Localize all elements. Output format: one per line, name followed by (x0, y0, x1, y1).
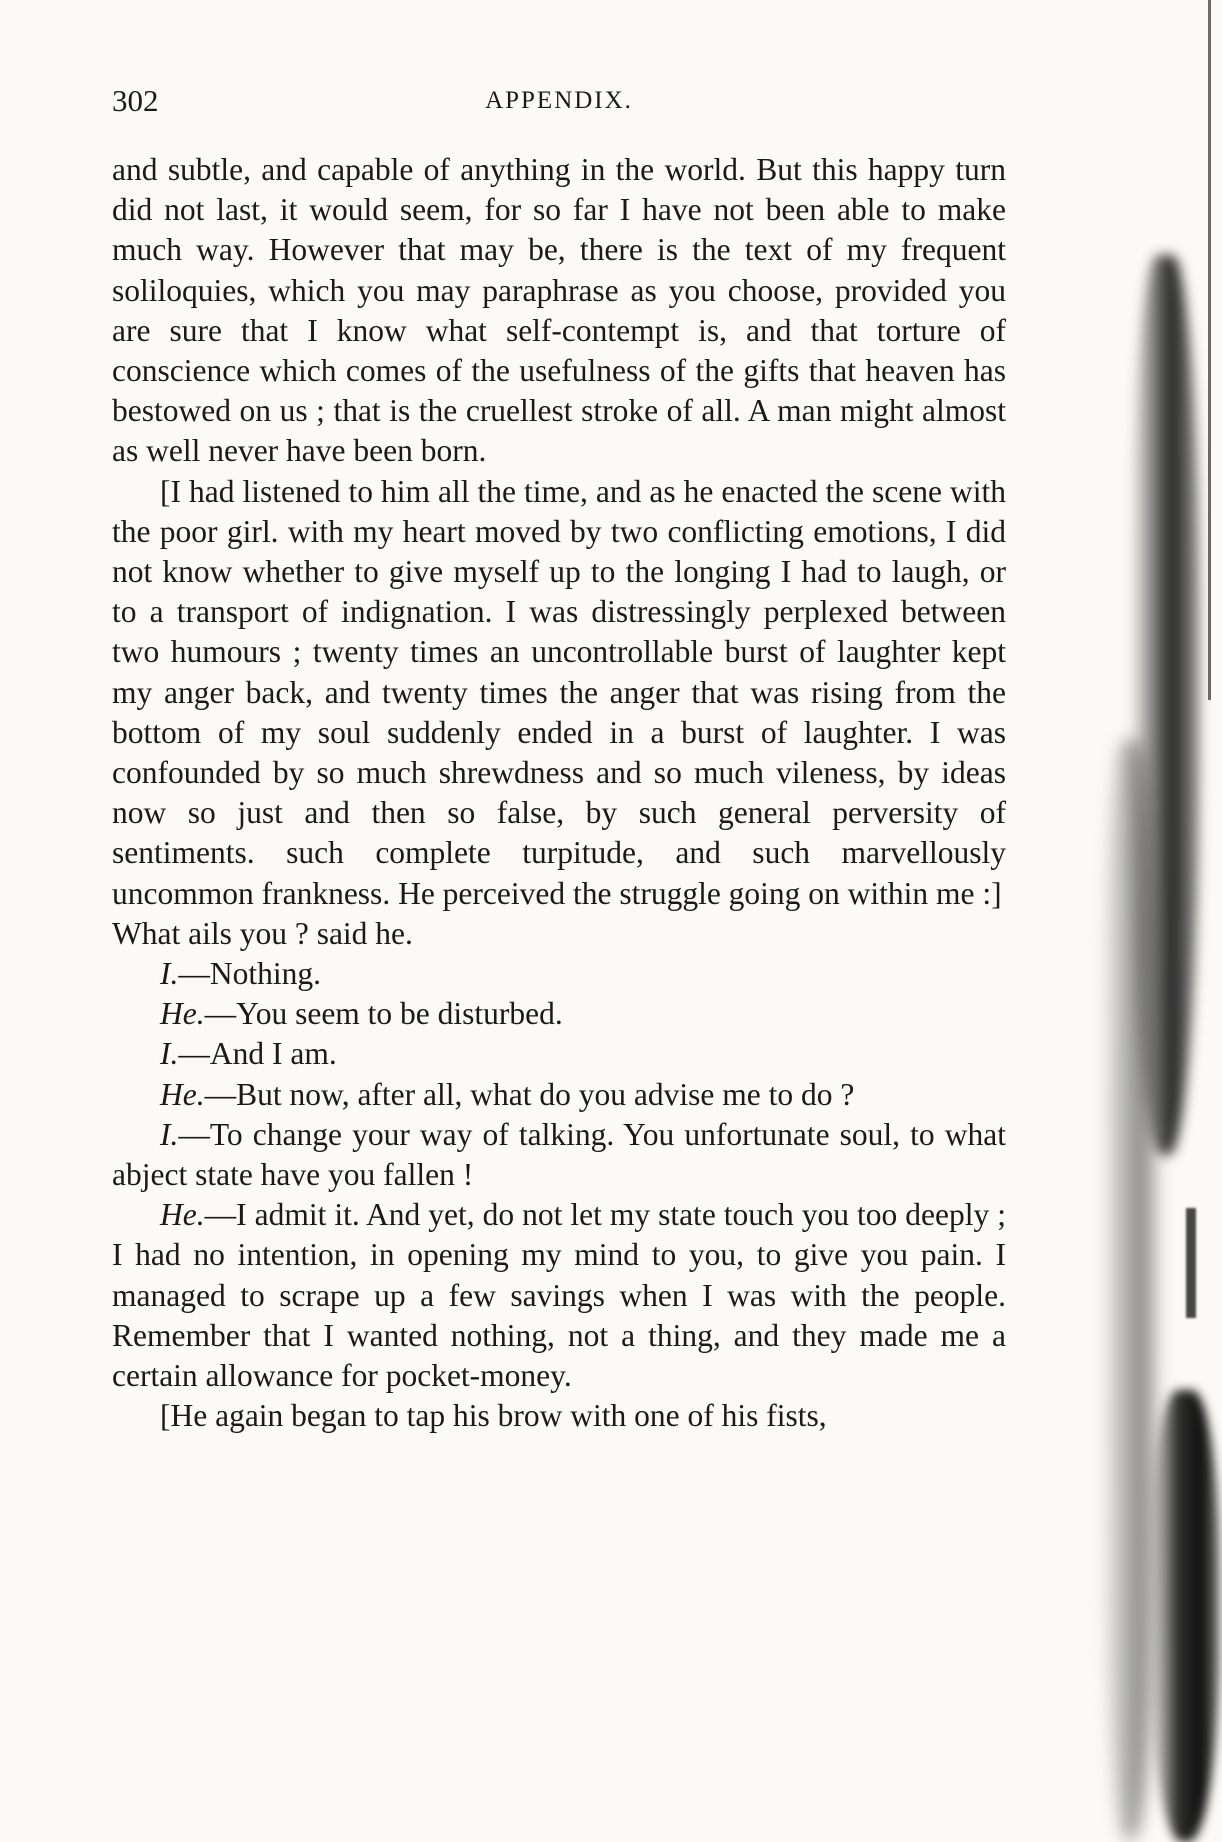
paragraph-text: —You seem to be disturbed. (204, 996, 563, 1032)
speaker-label: I. (160, 956, 179, 992)
running-head: APPENDIX. (485, 87, 633, 114)
paragraph-text: What ails you ? said he. (112, 915, 413, 951)
paragraph (112, 914, 1006, 954)
paragraph-text: —To change your way of talking. You unfortunate soul, to what abject state have you fallen ! (112, 1116, 1006, 1193)
paragraph (112, 472, 1006, 914)
paragraph-text: and subtle, and capable of anything in the world. But this happy turn did not last, it would seem, for so far I have not been able to make much way. However that may be, there is the text of my frequent soliloquies, which you may paraphrase as you choose, provided you are sure that I know what self-contempt is, and that torture of conscience which comes of the usefulness of the gifts that heaven has bestowed on us ; that is the cruellest stroke of all. A man might almost as well never have been born. (112, 152, 1006, 469)
dialogue-line (112, 1075, 1006, 1115)
paragraph-text: —But now, after all, what do you advise me to do ? (204, 1076, 855, 1112)
dialogue-line (112, 954, 1006, 994)
speaker-label: I. (160, 1116, 179, 1152)
page-header (112, 83, 1006, 123)
edge-shadow (1150, 1390, 1220, 1842)
paragraph-text: [I had listened to him all the time, and as he enacted the scene with the poor girl. with my heart moved by two conflicting emotions, I did not know whether to give myself up to the longing I had to laugh, or to a transport of indignation. I was distressingly perplexed between two humours ; twenty times an uncontrollable burst of laughter kept my anger back, and twenty times the anger that was rising from the bottom of my soul suddenly ended in a burst of laughter. I was confounded by so much shrewdness and so much vileness, by ideas now so just and then so false, by such general perversity of sentiments. such complete turpitude, and such marvellously uncommon frankness. He perceived the struggle going on within me :] (112, 473, 1006, 911)
dialogue-line (112, 1115, 1006, 1195)
dialogue-line (112, 1195, 1006, 1396)
paragraph (112, 150, 1006, 472)
paragraph-text: —I admit it. And yet, do not let my state touch you too deeply ; I had no intention, in opening my mind to you, to give you pain. I managed to scrape up a few savings when I was with the people. Remember that I wanted nothing, not a thing, and they made me a certain allowance for pocket-money. (112, 1197, 1006, 1394)
paragraph (112, 1396, 1006, 1436)
speaker-label: He. (160, 996, 205, 1032)
speaker-label: He. (160, 1076, 205, 1112)
dialogue-line (112, 994, 1006, 1034)
paragraph-text: [He again began to tap his brow with one of his fists, (160, 1398, 827, 1434)
page-number: 302 (112, 83, 159, 118)
speaker-label: I. (160, 1036, 179, 1072)
body-text (112, 150, 1006, 1437)
edge-mark (1186, 1208, 1196, 1318)
speaker-label: He. (160, 1197, 205, 1233)
dialogue-line (112, 1034, 1006, 1074)
paragraph-text: —Nothing. (178, 956, 322, 992)
edge-line (1208, 0, 1211, 700)
paragraph-text: —And I am. (178, 1036, 337, 1072)
